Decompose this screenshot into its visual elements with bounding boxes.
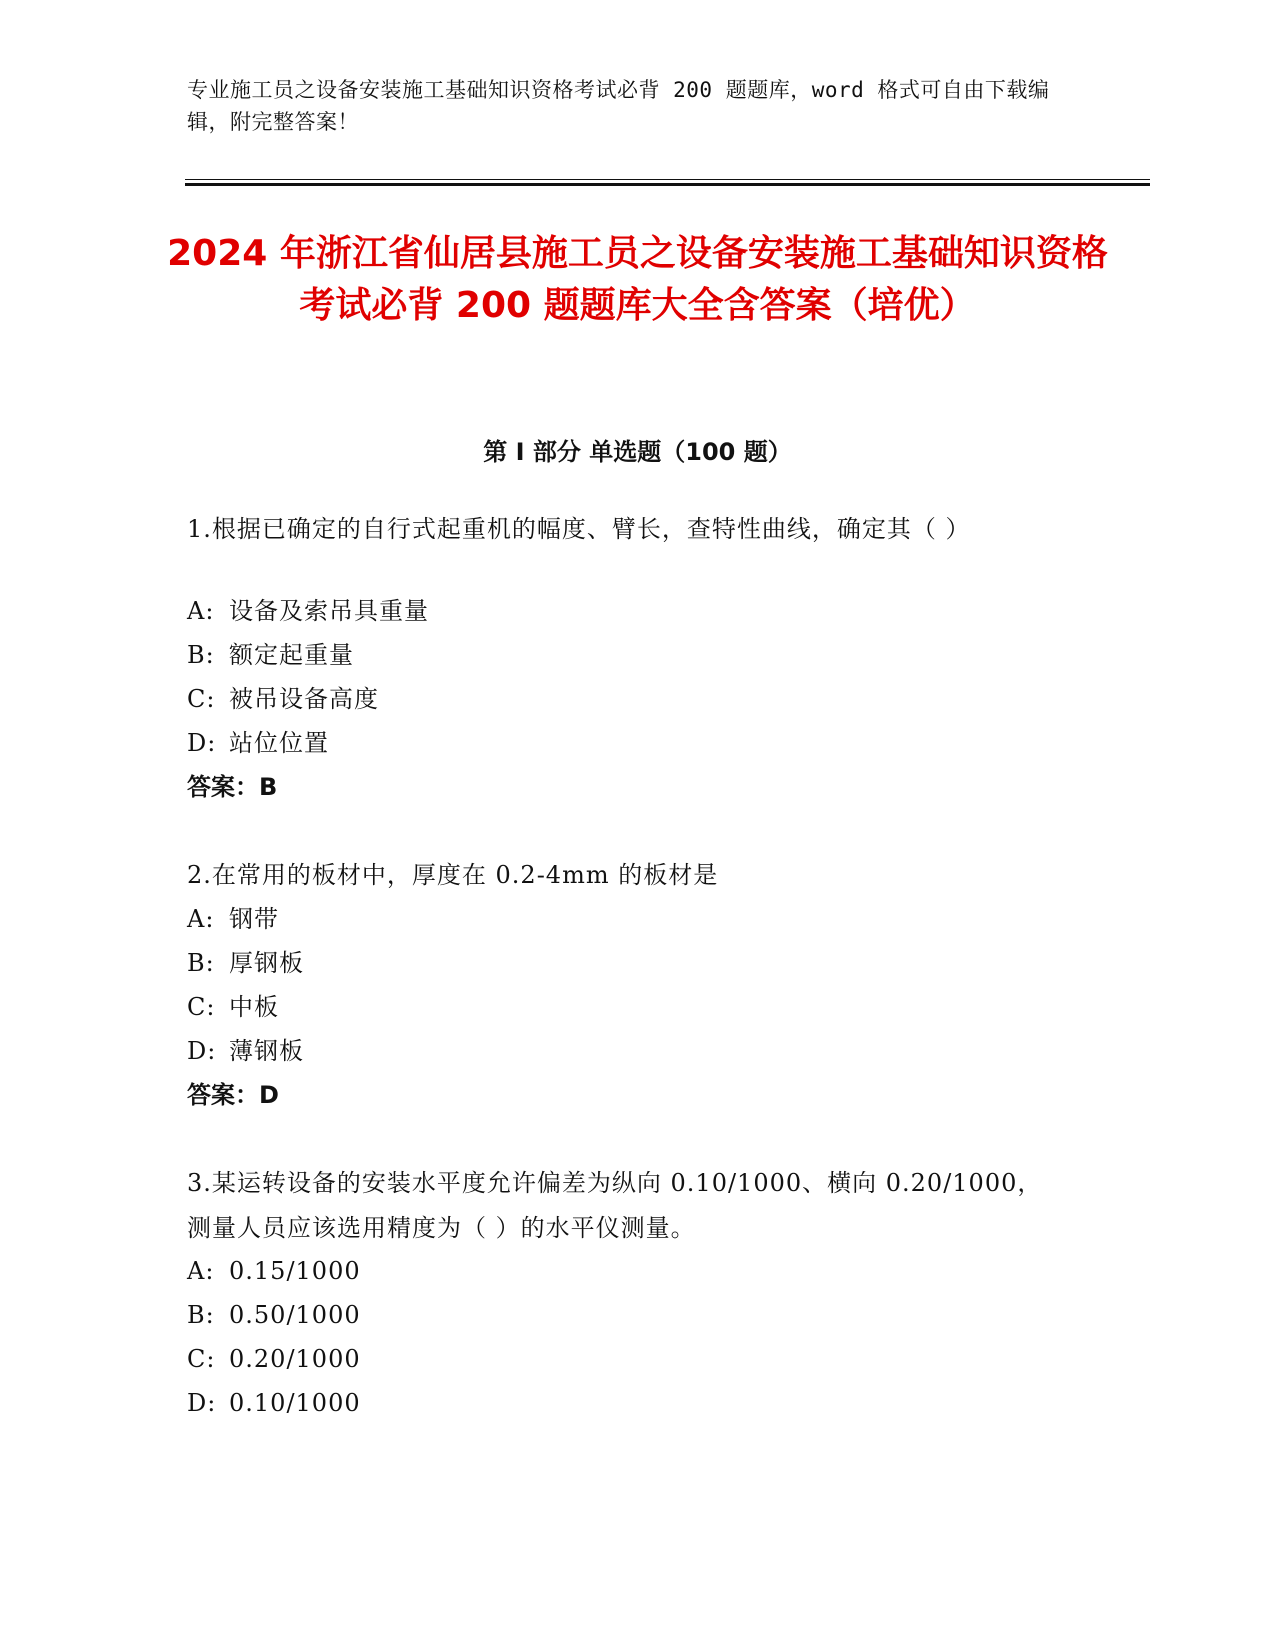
option-letter: B:: [187, 949, 215, 977]
option-text: 中板: [229, 993, 279, 1021]
option-text: 薄钢板: [229, 1037, 304, 1065]
option-letter: D:: [187, 1389, 217, 1417]
option-letter: B:: [187, 641, 215, 669]
option-text: 0.15/1000: [229, 1257, 361, 1285]
question-2-option-a: [187, 897, 1067, 942]
question-2-option-b: [187, 941, 1067, 986]
option-letter: C:: [187, 1345, 216, 1373]
header-rule-thick: [185, 183, 1150, 186]
option-text: 0.50/1000: [229, 1301, 361, 1329]
option-text: 设备及索吊具重量: [229, 597, 429, 625]
option-letter: A:: [187, 905, 215, 933]
header-rule-thin: [185, 179, 1150, 180]
question-3-option-c: [187, 1337, 1067, 1382]
question-1-option-a: [187, 589, 1067, 634]
section-heading: 第 I 部分 单选题（100 题）: [483, 438, 792, 466]
option-text: 钢带: [229, 905, 279, 933]
option-letter: B:: [187, 1301, 215, 1329]
option-text: 站位位置: [229, 729, 329, 757]
question-2-option-d: [187, 1029, 1067, 1074]
question-1-option-c: [187, 677, 1067, 722]
option-text: 额定起重量: [229, 641, 354, 669]
question-2-stem: 2.在常用的板材中，厚度在 0.2-4mm 的板材是: [187, 861, 719, 889]
document-title: 2024 年浙江省仙居县施工员之设备安装施工基础知识资格考试必背 200 题题库大全含答案（培优）: [167, 233, 1108, 326]
option-text: 0.20/1000: [229, 1345, 361, 1373]
question-2-option-c: [187, 985, 1067, 1030]
question-1-option-d: [187, 721, 1067, 766]
question-1-stem: 1.根据已确定的自行式起重机的幅度、臂长，查特性曲线，确定其（ ）: [187, 515, 971, 543]
question-3-option-b: [187, 1293, 1067, 1338]
option-text: 厚钢板: [229, 949, 304, 977]
question-1-answer: 答案：B: [187, 773, 278, 801]
option-letter: A:: [187, 597, 215, 625]
question-3-option-d: [187, 1381, 1067, 1426]
question-2-answer: 答案：D: [187, 1081, 279, 1109]
question-3-option-a: [187, 1249, 1067, 1294]
header-note: 专业施工员之设备安装施工基础知识资格考试必背 200 题题库，word 格式可自由下载编辑，附完整答案！: [187, 78, 1050, 134]
question-1-option-b: [187, 633, 1067, 678]
option-letter: C:: [187, 685, 216, 713]
option-text: 被吊设备高度: [229, 685, 379, 713]
option-letter: D:: [187, 729, 217, 757]
option-letter: D:: [187, 1037, 217, 1065]
question-3-stem: 3.某运转设备的安装水平度允许偏差为纵向 0.10/1000、横向 0.20/1000，测量人员应该选用精度为（ ）的水平仪测量。: [187, 1169, 1043, 1242]
option-letter: A:: [187, 1257, 215, 1285]
option-letter: C:: [187, 993, 216, 1021]
option-text: 0.10/1000: [229, 1389, 361, 1417]
